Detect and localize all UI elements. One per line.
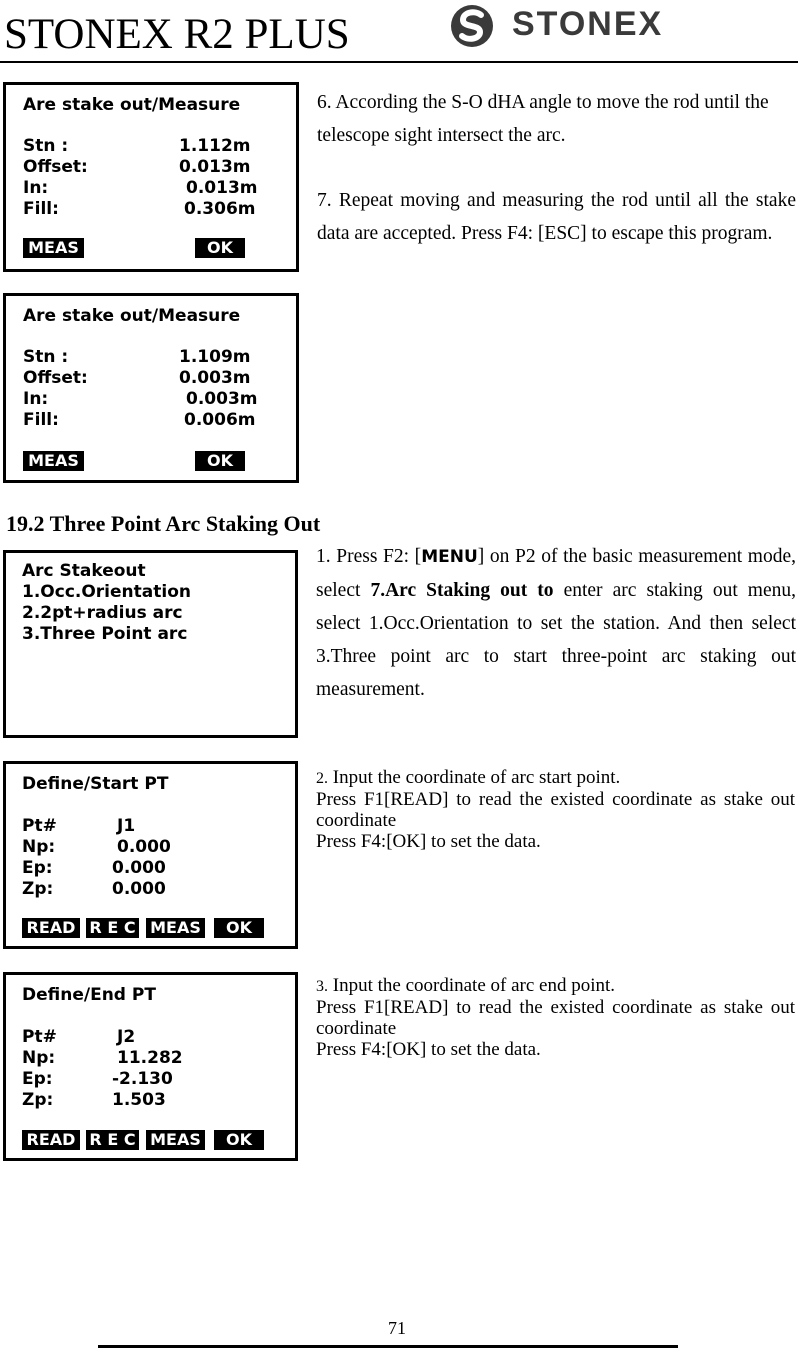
meas-softkey[interactable]: MEAS (146, 918, 205, 938)
step-1-text-a: 1. Press F2: [ (316, 546, 422, 567)
step-2-line-3: Press F4:[OK] to set the data. (316, 831, 541, 852)
ok-softkey[interactable]: OK (214, 1130, 264, 1150)
section-title: 19.2 Three Point Arc Staking Out (6, 511, 321, 536)
row-label: Stn : (23, 136, 69, 156)
meas-softkey[interactable]: MEAS (23, 451, 84, 471)
row-label: Ep: (22, 1069, 53, 1089)
stonex-logo-text: STONEX (512, 5, 664, 43)
row-value: 0.013m (179, 157, 251, 177)
row-label: Ep: (22, 858, 53, 878)
step-1-menu-key: MENU (421, 547, 478, 567)
step-7-paragraph (317, 184, 796, 250)
meas-softkey[interactable]: MEAS (23, 238, 84, 258)
step-3-line-2: Press F1[READ] to read the existed coordinate as stake out coordinate (316, 997, 795, 1039)
footer-divider (98, 1345, 678, 1348)
lcd-stake-measure-1 (3, 82, 299, 272)
step-6-text: 6. According the S-O dHA angle to move the rod until the telescope sight intersect the arc. (317, 92, 769, 146)
ok-softkey[interactable]: OK (195, 451, 245, 471)
read-softkey[interactable]: READ (22, 918, 80, 938)
page-number: 71 (388, 1318, 406, 1338)
lcd-title: Define/End PT (22, 985, 156, 1005)
lcd-title: Define/Start PT (22, 774, 169, 794)
row-label: Fill: (23, 410, 59, 430)
step-3-number: 3. (316, 978, 328, 995)
ok-softkey[interactable]: OK (214, 918, 264, 938)
row-label: Pt# (22, 816, 57, 836)
row-value: 0.000 (112, 879, 166, 899)
lcd-arc-stakeout-menu (3, 550, 298, 738)
row-label: Offset: (23, 368, 88, 388)
lcd-define-start-pt (3, 761, 298, 949)
row-value: 0.006m (184, 410, 256, 430)
row-value: 0.013m (186, 178, 258, 198)
row-label: Np: (22, 837, 56, 857)
row-value: J2 (117, 1027, 136, 1047)
step-1-bold: 7.Arc Staking out to (370, 580, 554, 601)
step-2-paragraph (316, 767, 795, 852)
row-value: 1.503 (112, 1090, 166, 1110)
menu-item-three-point-arc[interactable]: 3.Three Point arc (22, 624, 188, 644)
lcd-stake-measure-2 (3, 293, 299, 483)
menu-item-2pt-radius-arc[interactable]: 2.2pt+radius arc (22, 603, 183, 623)
row-label: Zp: (22, 879, 54, 899)
row-label: Zp: (22, 1090, 54, 1110)
menu-item-occ-orientation[interactable]: 1.Occ.Orientation (22, 582, 191, 602)
row-value: 11.282 (117, 1048, 183, 1068)
ok-softkey[interactable]: OK (195, 238, 245, 258)
row-label: Np: (22, 1048, 56, 1068)
step-1-paragraph (316, 540, 796, 706)
row-value: -2.130 (112, 1069, 173, 1089)
menu-title: Arc Stakeout (22, 561, 146, 581)
row-value: 0.000 (117, 837, 171, 857)
page-header-title: STONEX R2 PLUS (4, 11, 350, 58)
read-softkey[interactable]: READ (22, 1130, 80, 1150)
row-value: 0.003m (179, 368, 251, 388)
step-3-line-3: Press F4:[OK] to set the data. (316, 1039, 541, 1060)
rec-softkey[interactable]: R E C (86, 1130, 139, 1150)
step-3-paragraph (316, 975, 795, 1060)
step-3-line-1: Input the coordinate of arc end point. (328, 975, 616, 996)
row-label: In: (23, 389, 49, 409)
lcd-title: Are stake out/Measure (23, 306, 241, 326)
row-label: Pt# (22, 1027, 57, 1047)
row-label: Fill: (23, 199, 59, 219)
row-value: 0.003m (186, 389, 258, 409)
step-2-number: 2. (316, 770, 328, 787)
header-divider (0, 61, 798, 63)
step-2-line-2: Press F1[READ] to read the existed coordinate as stake out coordinate (316, 789, 795, 831)
step-7-text: 7. Repeat moving and measuring the rod until all the stake data are accepted. Press F4: [ESC] to escape this program. (317, 190, 796, 244)
meas-softkey[interactable]: MEAS (146, 1130, 205, 1150)
row-label: Stn : (23, 347, 69, 367)
step-1-text-b: ] on P2 of the basic measurement mode, select (316, 546, 796, 601)
row-value: 1.109m (179, 347, 251, 367)
row-value: 0.306m (184, 199, 256, 219)
row-value: J1 (117, 816, 136, 836)
row-value: 0.000 (112, 858, 166, 878)
step-2-line-1: Input the coordinate of arc start point. (328, 767, 621, 788)
row-label: Offset: (23, 157, 88, 177)
row-label: In: (23, 178, 49, 198)
lcd-define-end-pt (3, 972, 298, 1161)
rec-softkey[interactable]: R E C (86, 918, 139, 938)
row-value: 1.112m (179, 136, 251, 156)
step-1-text-c: enter arc staking out menu, select 1.Occ.Orientation to set the station. And then select 3.Three point arc to start three-point arc staking out measurement. (316, 580, 796, 700)
lcd-title: Are stake out/Measure (23, 95, 241, 115)
step-6-paragraph (317, 86, 796, 152)
